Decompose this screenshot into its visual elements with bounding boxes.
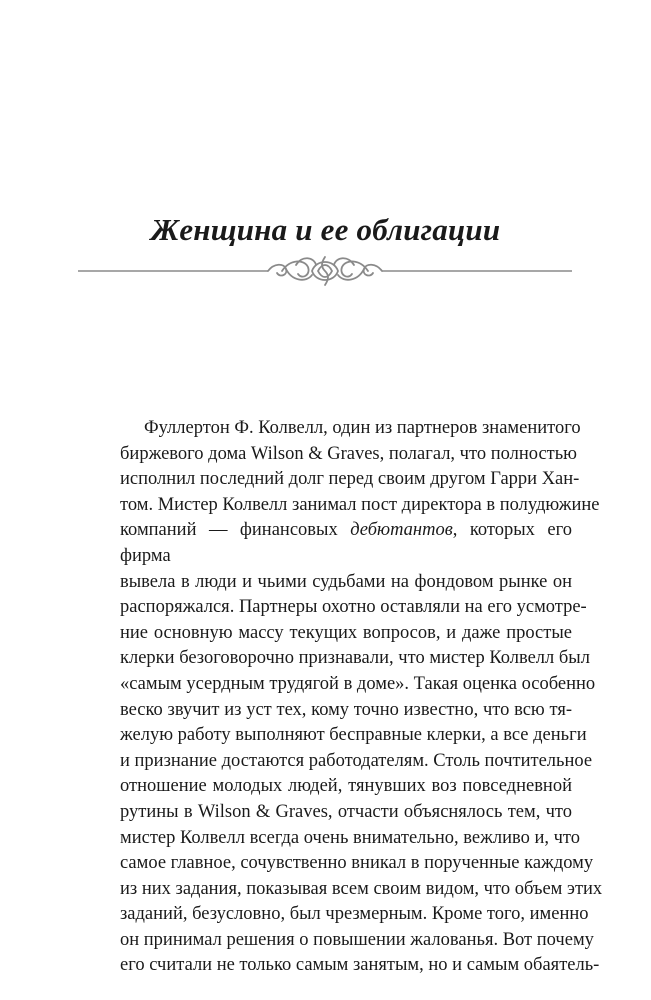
text-line: он принимал решения о повышении жалованья. Вот почему xyxy=(120,929,594,950)
text-line: желую работу выполняют бесправные клерки, а все деньги xyxy=(120,725,587,746)
text-line: его считали не только самым занятым, но и самым обаятель- xyxy=(120,955,600,976)
text-line: рутины в Wilson & Graves, отчасти объяснялось тем, что xyxy=(120,801,572,822)
emphasized-word: дебютантов xyxy=(350,520,453,541)
flourish-icon xyxy=(268,257,382,285)
text-line: исполнил последний долг перед своим другом Гарри Хан- xyxy=(120,469,580,490)
text-segment: , которых его фирма xyxy=(120,520,572,566)
text-line: том. Мистер Колвелл занимал пост директора в полудюжине xyxy=(120,494,600,515)
ornament-divider xyxy=(78,253,572,289)
text-line: и признание достаются работодателям. Столь почтительное xyxy=(120,750,593,771)
text-line: Фуллертон Ф. Колвелл, один из партнеров знаменитого xyxy=(144,418,581,438)
text-line: веско звучит из уст тех, кому точно известно, что всю тя- xyxy=(120,699,572,720)
text-line: самое главное, сочувственно вникал в порученные каждому xyxy=(120,853,594,874)
text-line: из них задания, показывая всем своим видом, что объем этих xyxy=(120,878,603,899)
text-line: распоряжался. Партнеры охотно оставляли на его усмотре- xyxy=(120,597,587,618)
text-line: клерки безоговорочно признавали, что мистер Колвелл был xyxy=(120,648,590,669)
text-line: ние основную массу текущих вопросов, и даже простые xyxy=(120,622,572,643)
text-line: вывела в люди и чьими судьбами на фондовом рынке он xyxy=(120,571,572,592)
body-paragraph xyxy=(120,416,603,979)
text-line: заданий, безусловно, был чрезмерным. Кроме того, именно xyxy=(120,904,589,925)
chapter-title: Женщина и ее облигации xyxy=(150,212,501,247)
text-line: «самым усердным трудягой в доме». Такая оценка особенно xyxy=(120,673,596,694)
text-line: мистер Колвелл всегда очень внимательно, вежливо и, что xyxy=(120,827,581,848)
text-line: биржевого дома Wilson & Graves, полагал, что полностью xyxy=(120,443,577,464)
text-line-with-emphasis xyxy=(120,518,572,569)
text-line: отношение молодых людей, тянувших воз повседневной xyxy=(120,776,572,797)
text-segment: компаний — финансовых xyxy=(120,520,351,541)
